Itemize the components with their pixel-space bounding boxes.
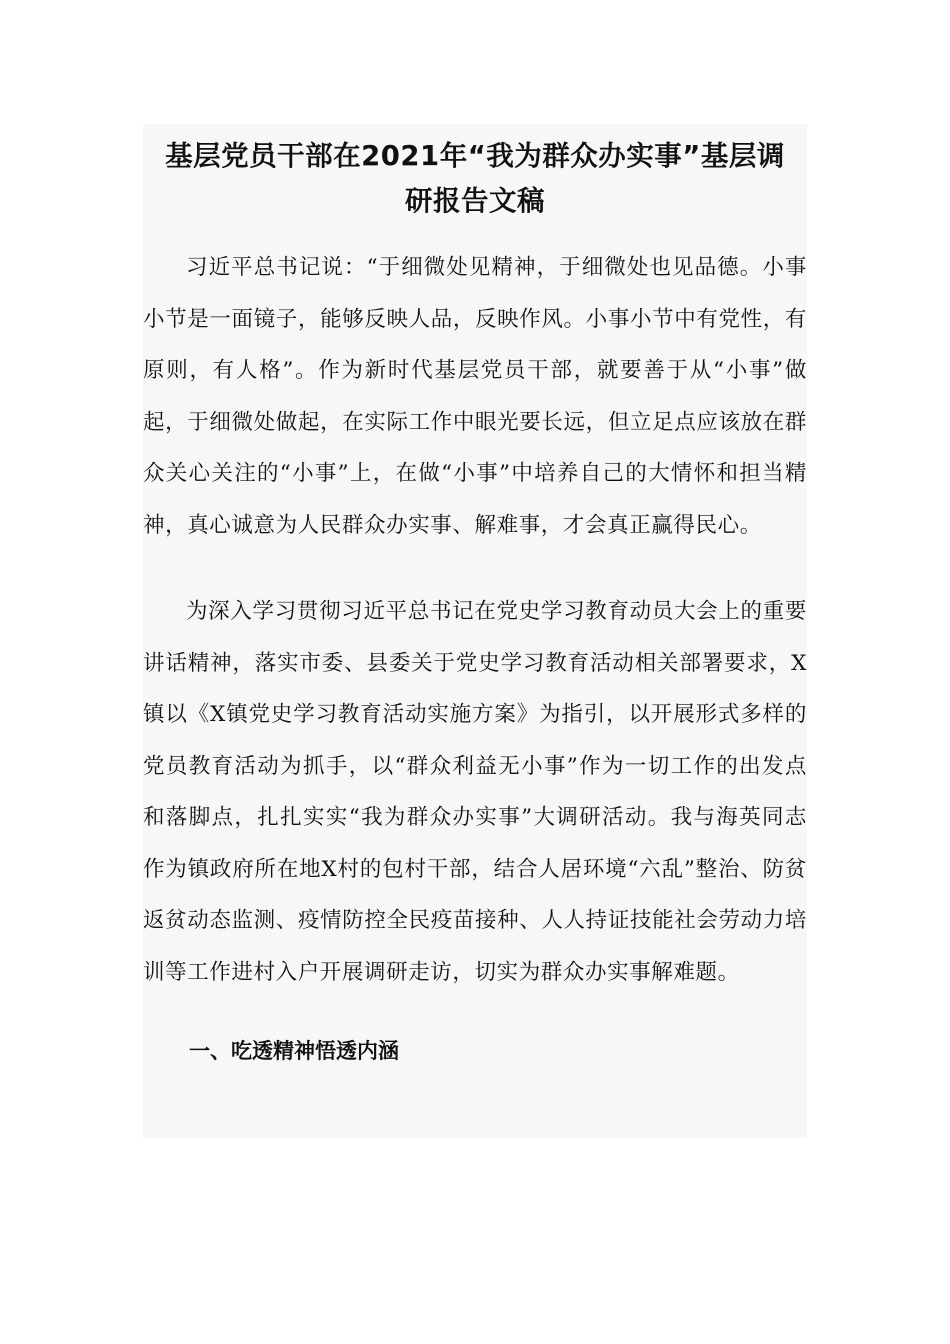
body-paragraph-1: 习近平总书记说：“于细微处见精神，于细微处也见品德。小事小节是一面镜子，能够反映人品，反映作风。小事小节中有党性，有原则，有人格”。作为新时代基层党员干部，就要善于从“小事”做起，于细微处做起，在实际工作中眼光要长远，但立足点应该放在群众关心关注的“小事”上，在做“小事”中培养自己的大情怀和担当精神，真心诚意为人民群众办实事、解难事，才会真正赢得民心。: [143, 255, 807, 538]
document-title-line-2: 研报告文稿: [405, 185, 545, 217]
body-paragraph-2: 为深入学习贯彻习近平总书记在党史学习教育动员大会上的重要讲话精神，落实市委、县委关于党史学习教育活动相关部署要求，X镇以《X镇党史学习教育活动实施方案》为指引，以开展形式多样的党员教育活动为抓手，以“群众利益无小事”作为一切工作的出发点和落脚点，扎扎实实“我为群众办实事”大调研活动。我与海英同志作为镇政府所在地X村的包村干部，结合人居环境“六乱”整治、防贫返贫动态监测、疫情防控全民疫苗接种、人人持证技能社会劳动力培训等工作进村入户开展调研走访，切实为群众办实事解难题。: [143, 599, 807, 985]
section-heading: 一、吃透精神悟透内涵: [189, 1039, 399, 1063]
document-page: [143, 124, 807, 1138]
document-title: [143, 124, 807, 224]
document-title-line-1: 基层党员干部在2021年“我为群众办实事”基层调: [165, 140, 785, 172]
